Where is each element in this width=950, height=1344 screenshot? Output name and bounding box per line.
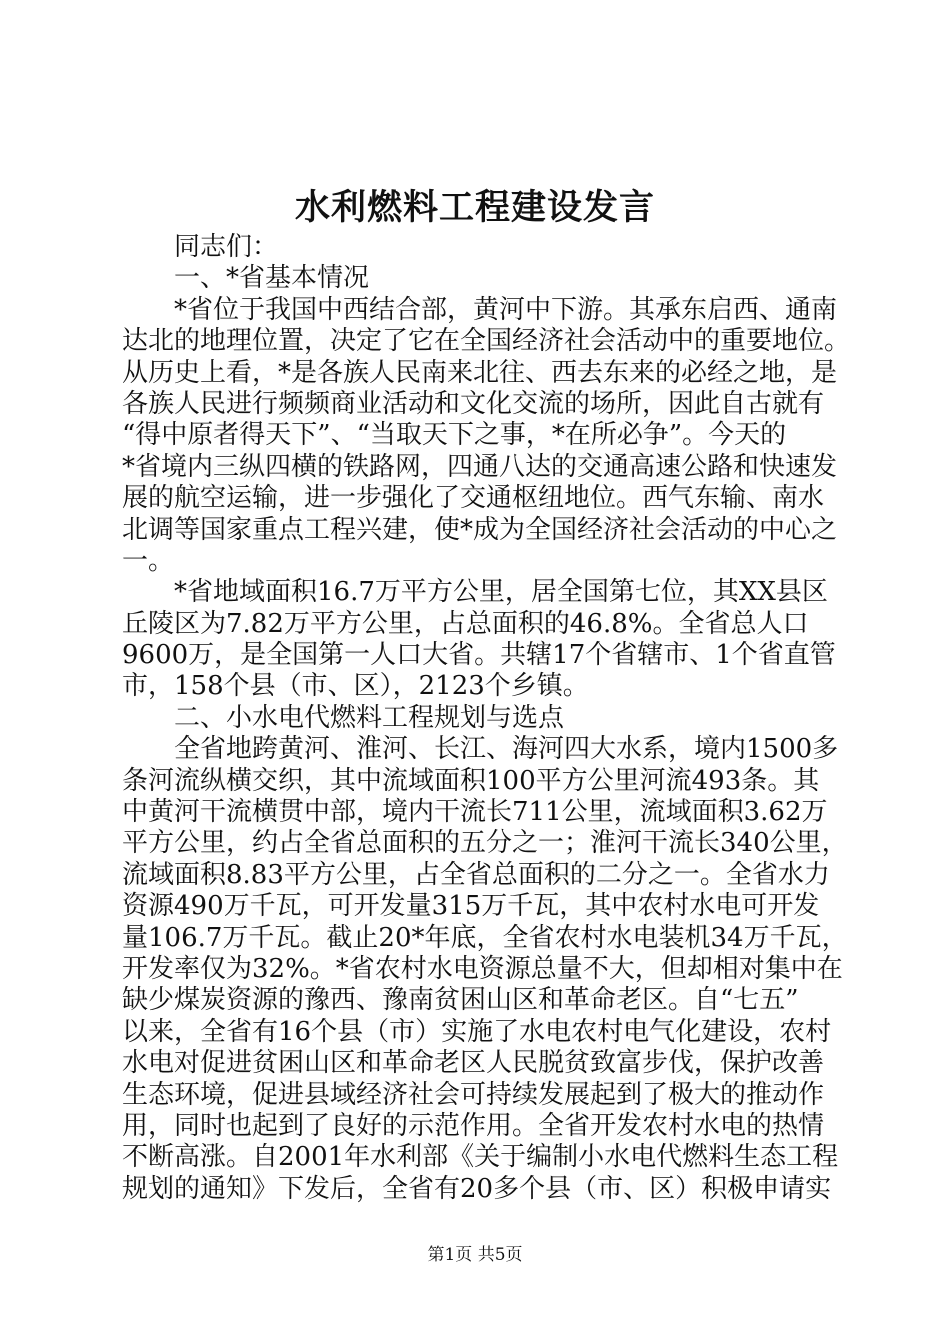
body-line: 北调等国家重点工程兴建，使*成为全国经济社会活动的中心之: [122, 514, 838, 545]
body-line: *省境内三纵四横的铁路网，四通八达的交通高速公路和快速发: [122, 451, 838, 482]
body-line: 条河流纵横交织，其中流域面积100平方公里河流493条。其: [122, 765, 820, 796]
body-line: 达北的地理位置，决定了它在全国经济社会活动中的重要地位。: [122, 326, 851, 357]
body-line: 一、*省基本情况: [174, 263, 370, 294]
body-line: 水电对促进贫困山区和革命老区人民脱贫致富步伐，保护改善: [122, 1048, 825, 1079]
body-line: 丘陵区为7.82万平方公里，占总面积的46.8%。全省总人口: [122, 608, 809, 639]
body-line: 开发率仅为32%。*省农村水电资源总量不大，但却相对集中在: [122, 953, 843, 984]
body-line: “得中原者得天下”、“当取天下之事，*在所必争”。今天的: [122, 420, 787, 451]
body-line: 从历史上看，*是各族人民南来北往、西去东来的必经之地，是: [122, 357, 838, 388]
body-line: 用，同时也起到了良好的示范作用。全省开发农村水电的热情: [122, 1110, 825, 1141]
body-line: 同志们：: [174, 232, 279, 262]
body-line: 流域面积8.83平方公里，占全省总面积的二分之一。全省水力: [122, 859, 830, 890]
body-line: 资源490万千瓦，可开发量315万千瓦，其中农村水电可开发: [122, 891, 820, 922]
body-line: 二、小水电代燃料工程规划与选点: [174, 702, 565, 733]
body-line: 生态环境，促进县域经济社会可持续发展起到了极大的推动作: [122, 1079, 825, 1110]
document-body: [122, 232, 851, 1205]
body-line: 中黄河干流横贯中部，境内干流长711公里，流域面积3.62万: [122, 797, 828, 828]
body-line: 量106.7万千瓦。截止20*年底，全省农村水电装机34万千瓦，: [122, 922, 848, 953]
body-line: 一。: [122, 545, 175, 576]
body-line: 9600万，是全国第一人口大省。共辖17个省辖市、1个省直管: [122, 640, 836, 671]
body-line: 不断高涨。自2001年水利部《关于编制小水电代燃料生态工程: [122, 1142, 839, 1173]
body-line: 市，158个县（市、区），2123个乡镇。: [122, 671, 589, 702]
body-line: 展的航空运输，进一步强化了交通枢纽地位。西气东输、南水: [122, 483, 825, 514]
body-line: 全省地跨黄河、淮河、长江、海河四大水系，境内1500多: [174, 734, 839, 765]
page-footer: 第1页 共5页: [427, 1245, 523, 1265]
body-line: 规划的通知》下发后，全省有20多个县（市、区）积极申请实: [122, 1173, 832, 1204]
body-line: 各族人民进行频频商业活动和文化交流的场所，因此自古就有: [122, 388, 825, 419]
page-title: 水利燃料工程建设发言: [294, 187, 655, 228]
body-line: *省位于我国中西结合部，黄河中下游。其承东启西、通南: [174, 294, 838, 325]
body-line: 以来，全省有16个县（市）实施了水电农村电气化建设，农村: [122, 1016, 832, 1047]
body-line: 平方公里，约占全省总面积的五分之一；淮河干流长340公里，: [122, 828, 848, 859]
body-line: 缺少煤炭资源的豫西、豫南贫困山区和革命老区。自“七五”: [122, 985, 799, 1016]
body-line: *省地域面积16.7万平方公里，居全国第七位，其XX县区: [174, 577, 828, 608]
